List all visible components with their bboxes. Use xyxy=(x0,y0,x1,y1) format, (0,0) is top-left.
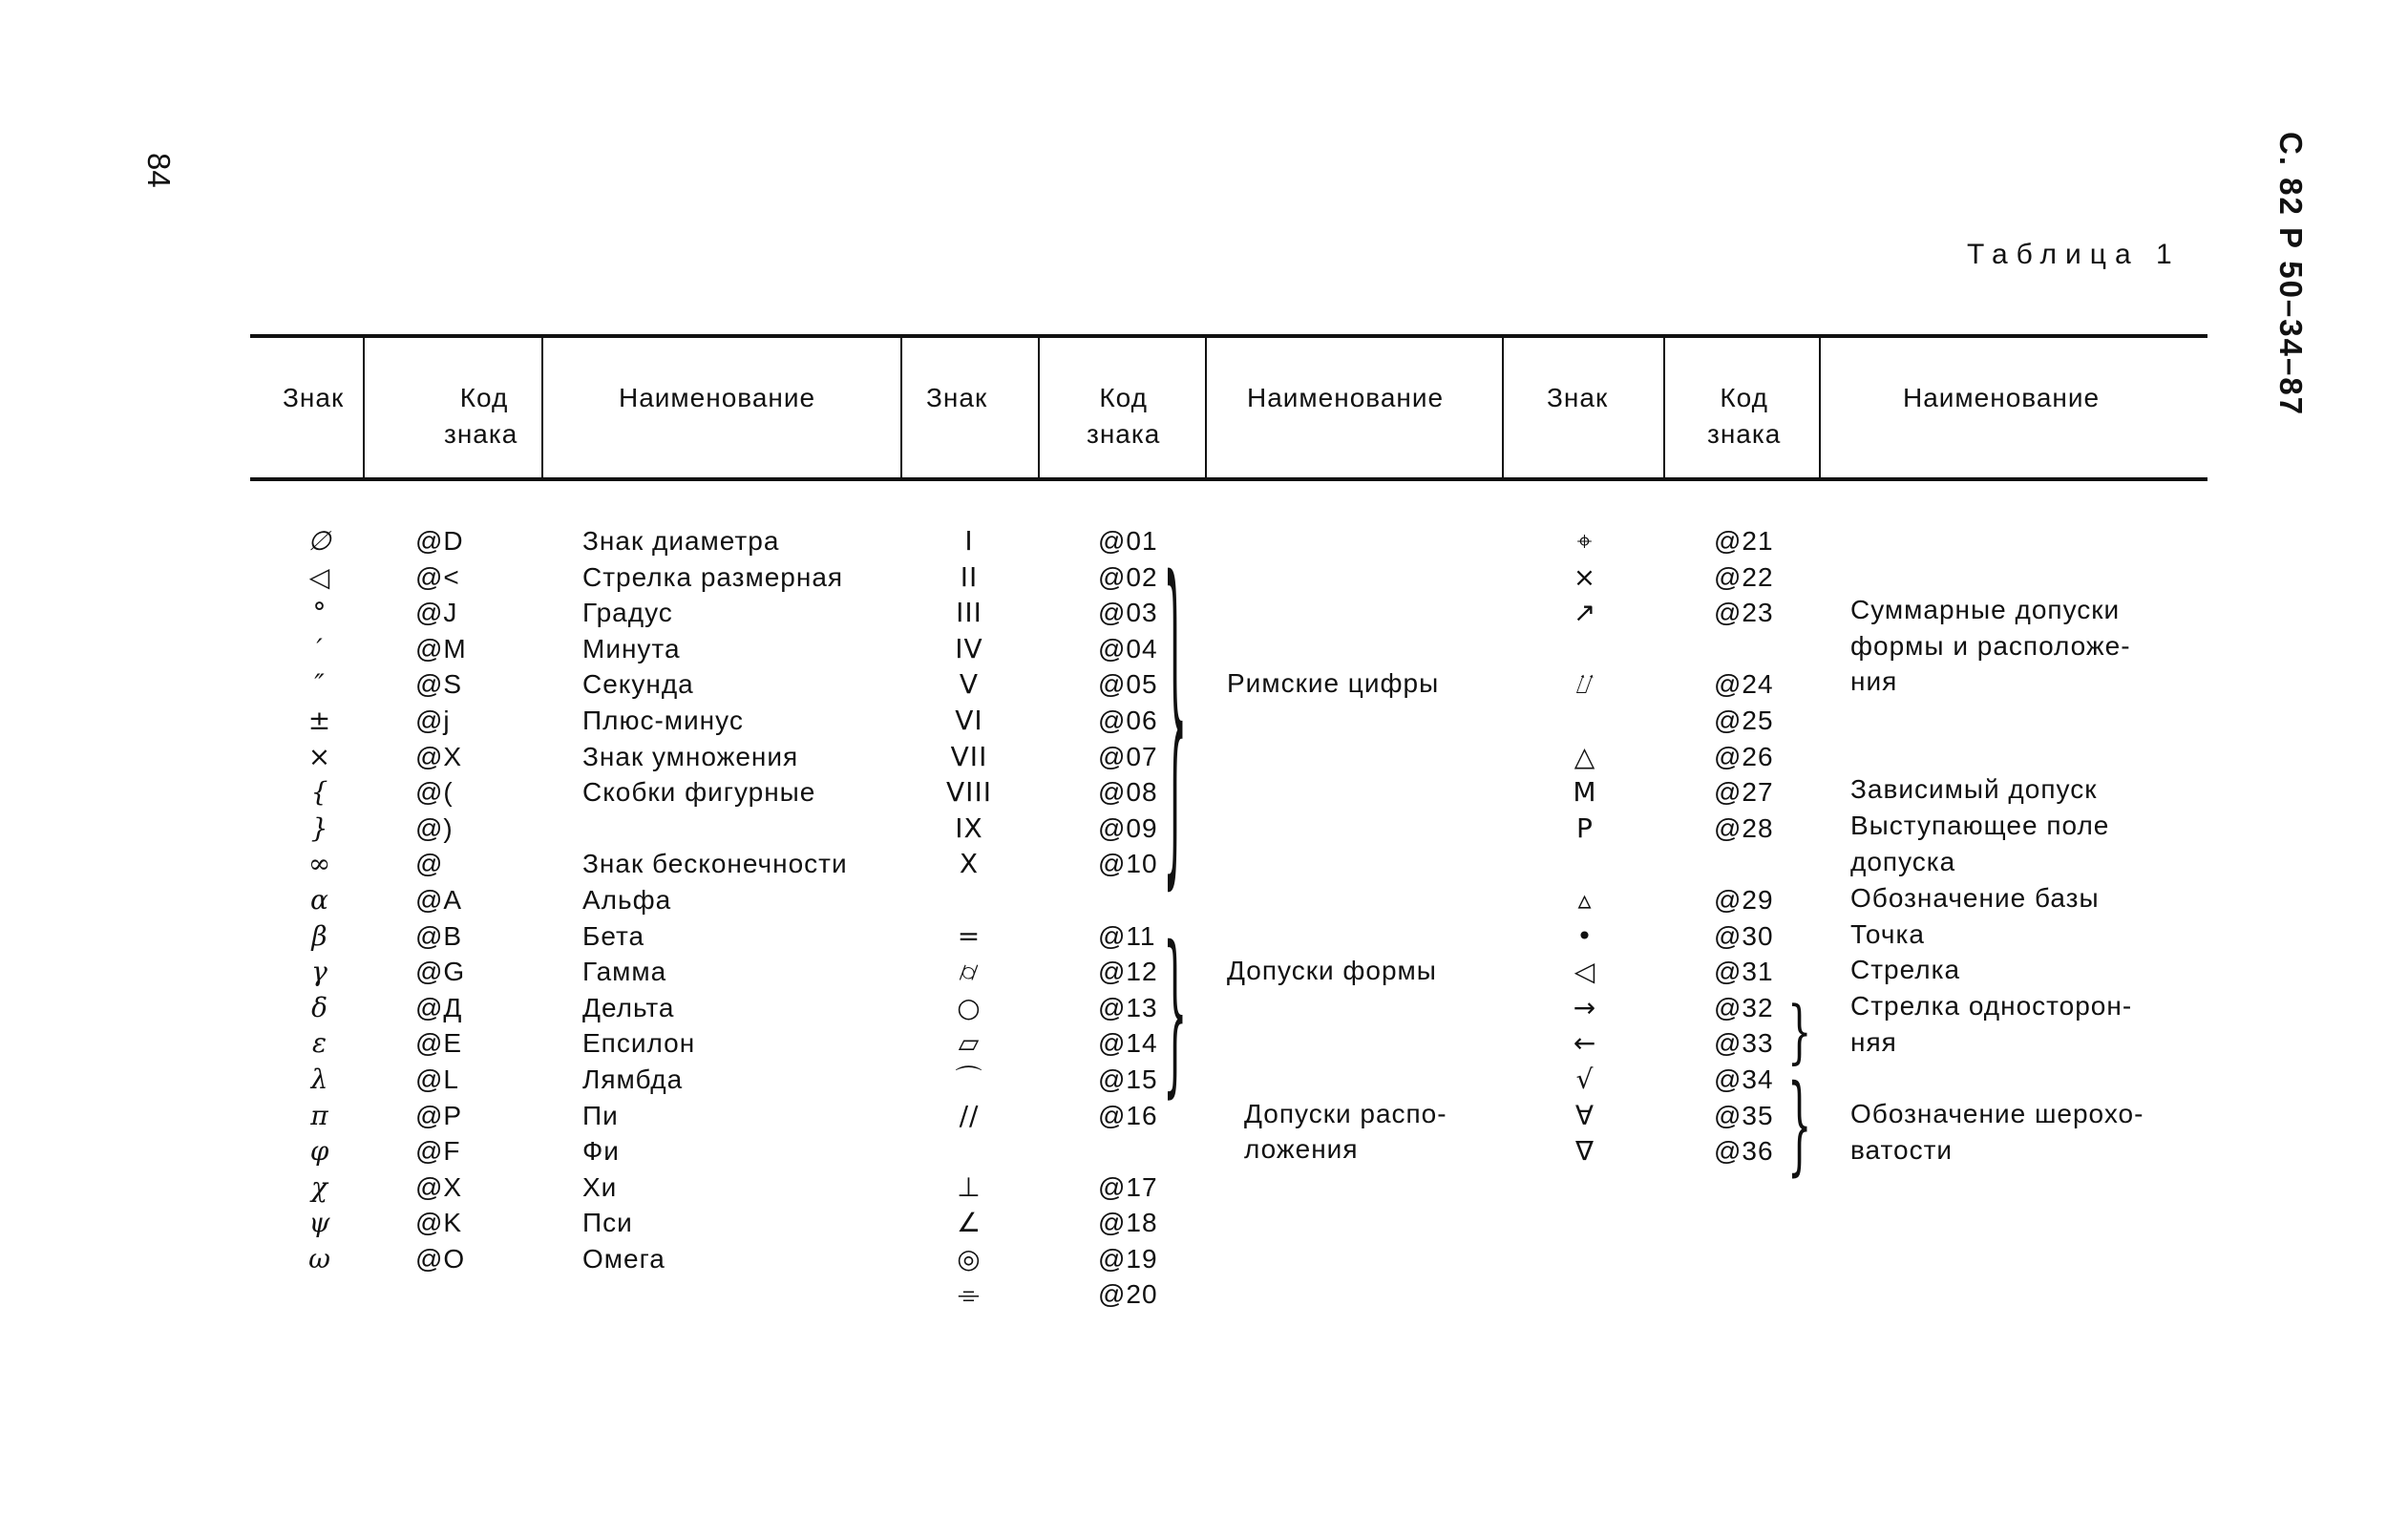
page-number: 84 xyxy=(141,153,177,188)
sign-symbol: γ xyxy=(311,956,328,988)
sign-symbol: ′ xyxy=(316,632,324,664)
name-oneside-arrow: Стрелка односторон- няя xyxy=(1850,991,2133,1057)
sign-symbol: △ xyxy=(1574,740,1596,772)
sign-symbol: ↗ xyxy=(1573,597,1597,629)
sign-code: @E xyxy=(415,1028,463,1059)
name-arrow: Стрелка xyxy=(1850,955,1961,984)
sign-symbol: φ xyxy=(309,1135,330,1168)
sign-symbol: P xyxy=(1576,811,1594,844)
sign-name: Знак диаметра xyxy=(582,526,780,556)
table-header-rule xyxy=(250,477,2207,481)
sign-code: @31 xyxy=(1714,957,1774,987)
sign-code: @13 xyxy=(1098,992,1158,1022)
sign-code: @08 xyxy=(1098,777,1158,808)
block1-code-column xyxy=(415,523,530,1276)
sign-symbol: } xyxy=(310,811,329,844)
group-label-roman: Римские цифры xyxy=(1227,668,1440,698)
sign-name xyxy=(582,811,898,847)
sign-symbol: × xyxy=(307,740,332,772)
sign-symbol: IX xyxy=(955,811,983,844)
sign-code xyxy=(1098,1133,1184,1169)
group-label-position: Допуски распо- ложения xyxy=(1244,1099,1447,1164)
sign-name: Бета xyxy=(582,920,645,951)
sign-symbol: × xyxy=(1573,560,1597,593)
header-divider xyxy=(1502,336,1504,479)
sign-code: @M xyxy=(415,633,467,664)
header-name: Наименование xyxy=(619,383,816,412)
sign-symbol: ○ xyxy=(957,991,982,1023)
sign-code: @10 xyxy=(1098,849,1158,879)
sign-symbol: VIII xyxy=(946,776,992,809)
sign-code: @06 xyxy=(1098,705,1158,735)
header-divider xyxy=(1663,336,1665,479)
sign-symbol xyxy=(931,1133,1007,1169)
sign-symbol xyxy=(931,882,1007,918)
sign-symbol: ◁ xyxy=(308,560,331,593)
sign-code: @P xyxy=(415,1100,463,1130)
sign-code: @( xyxy=(415,777,454,808)
sign-name: Пи xyxy=(582,1100,619,1130)
sign-name: Гамма xyxy=(582,957,667,987)
sign-symbol: ψ xyxy=(308,1207,331,1239)
name-projected: Выступающее поле допуска xyxy=(1850,811,2110,876)
sign-name: Пси xyxy=(582,1208,633,1238)
sign-code xyxy=(1714,846,1800,882)
sign-symbol: λ xyxy=(310,1063,329,1095)
sign-symbol: α xyxy=(310,883,329,916)
sign-symbol xyxy=(1547,846,1623,882)
sign-code: @K xyxy=(415,1208,463,1238)
sign-symbol xyxy=(1547,703,1623,739)
sign-code: @21 xyxy=(1714,526,1774,556)
sign-code: @) xyxy=(415,812,454,843)
name-roughness: Обозначение шерохо- ватости xyxy=(1850,1099,2144,1165)
sign-code: @ xyxy=(415,849,444,879)
sign-symbol: π xyxy=(310,1099,329,1131)
sign-symbol: VII xyxy=(950,740,988,772)
sign-symbol: ⌰ xyxy=(1575,668,1595,701)
sign-symbol: ± xyxy=(307,704,332,736)
header-name: Наименование xyxy=(1247,383,1445,412)
sign-symbol: ω xyxy=(308,1242,331,1275)
sign-symbol: M xyxy=(1573,776,1597,809)
sign-symbol: → xyxy=(1573,991,1597,1023)
sign-symbol: V xyxy=(959,668,980,701)
sign-code: @24 xyxy=(1714,669,1774,700)
sign-symbol: ◎ xyxy=(957,1242,982,1275)
sign-code: @< xyxy=(415,561,460,592)
sign-code: @16 xyxy=(1098,1100,1158,1130)
sign-symbol: ⊥ xyxy=(957,1170,982,1203)
sign-code: @O xyxy=(415,1243,466,1274)
sign-name: Скобки фигурные xyxy=(582,777,816,808)
sign-code: @23 xyxy=(1714,598,1774,628)
sign-code: @X xyxy=(415,1171,463,1202)
sign-code: @F xyxy=(415,1136,461,1167)
header-divider xyxy=(1819,336,1821,479)
sign-code: @28 xyxy=(1714,812,1774,843)
sign-symbol: ⌯ xyxy=(958,1278,981,1311)
sign-code: @X xyxy=(415,741,463,771)
sign-symbol: I xyxy=(964,525,974,557)
brace-oneside: } xyxy=(1787,993,1812,1072)
sign-code: @14 xyxy=(1098,1028,1158,1059)
sign-name: Альфа xyxy=(582,884,672,915)
sign-symbol: ° xyxy=(312,597,327,629)
sign-code: @18 xyxy=(1098,1208,1158,1238)
sign-code: @09 xyxy=(1098,812,1158,843)
block1-name-column xyxy=(582,523,898,1276)
sign-symbol: IV xyxy=(955,632,983,664)
sign-code: @03 xyxy=(1098,598,1158,628)
brace-form: } xyxy=(1163,914,1188,1116)
sign-symbol: ⌒ xyxy=(955,1063,983,1095)
sign-name: Знак умножения xyxy=(582,741,799,771)
sign-code: @15 xyxy=(1098,1064,1158,1094)
brace-roughness: } xyxy=(1787,1064,1812,1188)
sign-symbol: ← xyxy=(1573,1027,1597,1060)
sign-symbol: ∅ xyxy=(307,525,332,557)
name-datum: Обозначение базы xyxy=(1850,883,2100,913)
sign-code: @05 xyxy=(1098,669,1158,700)
sign-code: @S xyxy=(415,669,463,700)
sign-symbol: • xyxy=(1576,919,1594,952)
sign-symbol: √ xyxy=(1575,1063,1595,1095)
header-divider xyxy=(541,336,543,479)
sign-code: @26 xyxy=(1714,741,1774,771)
sign-name: Знак бесконечности xyxy=(582,849,848,879)
header-divider xyxy=(363,336,365,479)
header-sign: Знак xyxy=(283,383,345,412)
sign-symbol: ▵ xyxy=(1577,883,1593,916)
sign-code: @29 xyxy=(1714,884,1774,915)
sign-code: @02 xyxy=(1098,561,1158,592)
sign-name: Фи xyxy=(582,1136,620,1167)
name-summary: Суммарные допуски формы и расположе- ния xyxy=(1850,595,2131,697)
sign-code: @D xyxy=(415,526,464,556)
sign-symbol: ⌖ xyxy=(1576,525,1594,557)
sign-code: @34 xyxy=(1714,1064,1774,1094)
sign-symbol: ε xyxy=(311,1027,328,1060)
sign-code: @33 xyxy=(1714,1028,1774,1059)
sign-code: @11 xyxy=(1098,920,1156,951)
header-sign: Знак xyxy=(1547,383,1609,412)
sign-symbol: ∞ xyxy=(307,848,332,880)
sign-name: Епсилон xyxy=(582,1028,696,1059)
sign-code: @01 xyxy=(1098,526,1158,556)
sign-code: @12 xyxy=(1098,957,1158,987)
sign-name: Дельта xyxy=(582,992,675,1022)
sign-code: @J xyxy=(415,598,458,628)
sign-symbol: ∠ xyxy=(956,1207,982,1239)
sign-name: Хи xyxy=(582,1171,618,1202)
name-point: Точка xyxy=(1850,919,1925,949)
block3-sign-column xyxy=(1547,523,1623,1169)
header-code: Код знака xyxy=(1087,383,1161,449)
sign-code: @G xyxy=(415,957,466,987)
header-divider xyxy=(900,336,902,479)
sign-symbol: ″ xyxy=(314,668,326,701)
sign-symbol: ▱ xyxy=(958,1027,981,1060)
sign-symbol: { xyxy=(310,776,329,809)
sign-symbol: ∇ xyxy=(1575,1135,1595,1168)
sign-symbol: // xyxy=(959,1099,980,1131)
sign-code: @04 xyxy=(1098,633,1158,664)
sign-symbol: ⌭ xyxy=(959,956,980,988)
sign-code: @19 xyxy=(1098,1243,1158,1274)
sign-name: Минута xyxy=(582,633,681,664)
sign-name: Лямбда xyxy=(582,1064,684,1094)
header-divider xyxy=(1205,336,1207,479)
sign-code: @Д xyxy=(415,992,463,1022)
sign-code: @j xyxy=(415,705,451,735)
sign-name: Омега xyxy=(582,1243,665,1274)
sign-symbol: ∀ xyxy=(1574,1099,1595,1131)
header-code: Код знака xyxy=(1707,383,1782,449)
sign-code: @22 xyxy=(1714,561,1774,592)
header-sign: Знак xyxy=(926,383,988,412)
sign-symbol: ◁ xyxy=(1574,956,1596,988)
sign-name: Секунда xyxy=(582,669,694,700)
sign-name: Стрелка размерная xyxy=(582,561,844,592)
sign-symbol: III xyxy=(956,597,982,629)
brace-roman: } xyxy=(1163,518,1188,923)
sign-code: @17 xyxy=(1098,1171,1158,1202)
sign-code: @32 xyxy=(1714,992,1774,1022)
sign-code: @35 xyxy=(1714,1100,1774,1130)
sign-code: @36 xyxy=(1714,1136,1774,1167)
sign-code xyxy=(1714,631,1800,667)
sign-code: @30 xyxy=(1714,920,1774,951)
sign-symbol: β xyxy=(311,919,328,952)
sign-symbol xyxy=(1547,631,1623,667)
sign-name: Градус xyxy=(582,598,673,628)
sign-code: @25 xyxy=(1714,705,1774,735)
sign-name: Плюс-минус xyxy=(582,705,744,735)
header-name: Наименование xyxy=(1903,383,2101,412)
document-reference: С. 82 Р 50–34–87 xyxy=(2273,132,2309,417)
header-divider xyxy=(1038,336,1040,479)
sign-symbol: VI xyxy=(955,704,983,736)
sign-code: @L xyxy=(415,1064,459,1094)
sign-symbol: χ xyxy=(311,1170,328,1203)
sign-code: @27 xyxy=(1714,777,1774,808)
sign-code: @B xyxy=(415,920,463,951)
group-label-form: Допуски формы xyxy=(1227,956,1437,985)
sign-code: @A xyxy=(415,884,463,915)
block2-sign-column xyxy=(931,523,1007,1313)
table-caption: Таблица 1 xyxy=(1967,239,2181,270)
table-top-rule xyxy=(250,334,2207,338)
sign-symbol: X xyxy=(959,848,980,880)
sign-code: @07 xyxy=(1098,741,1158,771)
block1-sign-column xyxy=(286,523,353,1276)
sign-code: @20 xyxy=(1098,1279,1158,1310)
sign-symbol: II xyxy=(960,560,979,593)
sign-symbol: = xyxy=(957,919,982,952)
name-dependent: Зависимый допуск xyxy=(1850,774,2098,804)
sign-symbol: δ xyxy=(311,991,328,1023)
header-code: Код знака xyxy=(444,383,518,449)
